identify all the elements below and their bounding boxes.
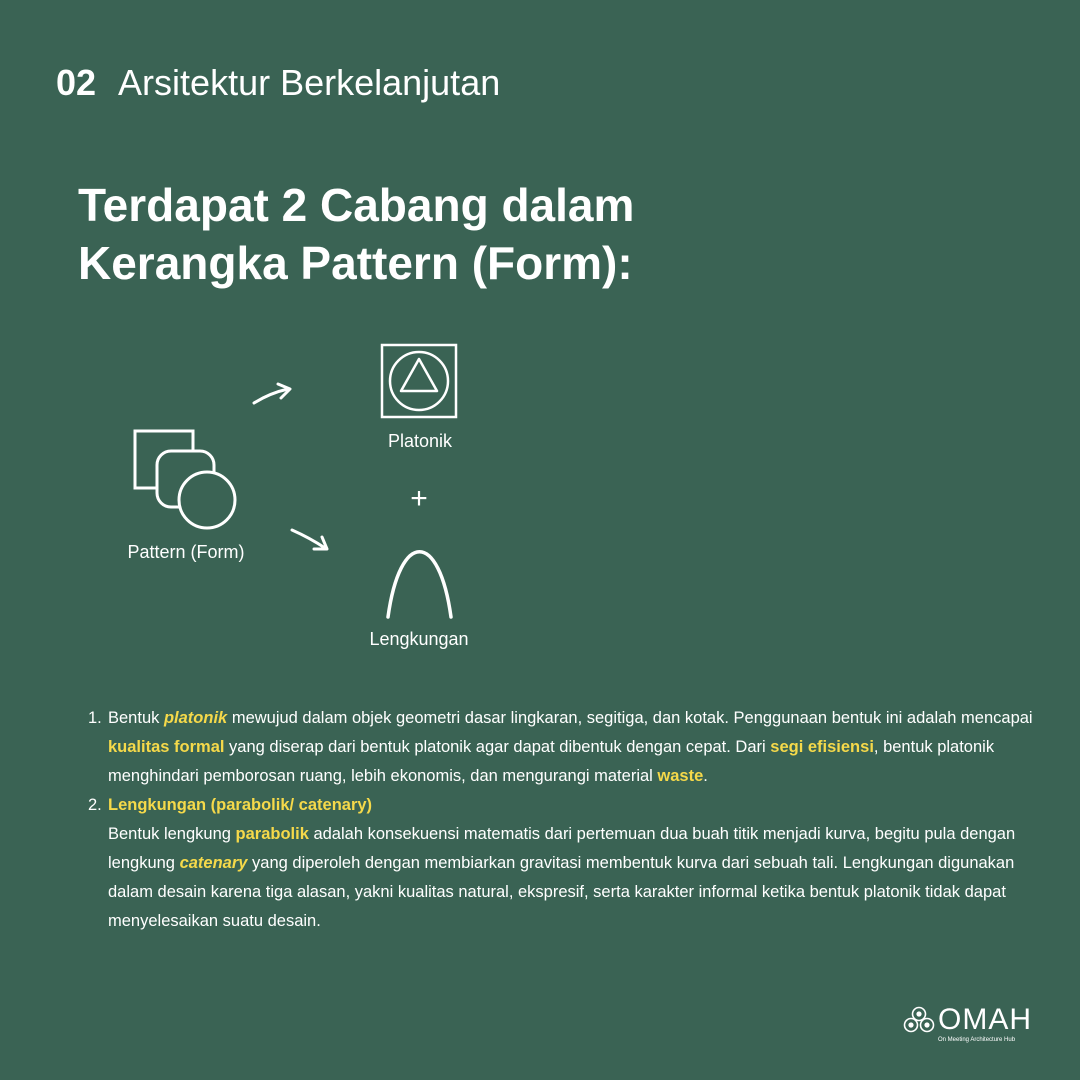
- pattern-form-icon: [135, 431, 235, 528]
- plus-sign: +: [410, 482, 428, 515]
- platonik-label: Platonik: [387, 431, 453, 451]
- page-title-line-2: Kerangka Pattern (Form):: [78, 237, 633, 289]
- section-number: 02: [56, 62, 97, 103]
- text-segment: , bentuk platonik menghindari pemborosan ruang, lebih ekonomis, dan mengurangi material: [108, 738, 995, 785]
- highlight-platonik: platonik: [163, 709, 228, 727]
- highlight-kualitas-formal: kualitas formal: [108, 738, 225, 756]
- text-segment: Bentuk lengkung: [108, 825, 236, 843]
- highlight-segi-efisiensi: segi efisiensi: [770, 738, 874, 756]
- list-number: 1.: [88, 709, 102, 727]
- list-item-lengkungan: [88, 791, 1038, 936]
- highlight-waste: waste: [657, 767, 704, 785]
- text-segment: mewujud dalam objek geometri dasar lingkaran, segitiga, dan kotak. Penggunaan bentuk ini adalah mencapai: [227, 709, 1033, 727]
- arrow-up-icon: [254, 384, 290, 403]
- explanation-list: [88, 704, 1038, 936]
- parabola-icon: [388, 552, 451, 617]
- page-title-line-1: Terdapat 2 Cabang dalam: [78, 179, 635, 231]
- text-segment: yang diperoleh dengan membiarkan gravitasi membentuk kurva dari sebuah tali. Lengkungan digunakan dalam desain karena tiga alasan, yakni kualitas natural, ekspresif, serta karakter informal ketika bentuk platonik tidak dapat menyelesaikan suatu desain.: [108, 854, 1015, 930]
- text-segment: Bentuk: [108, 709, 164, 727]
- page-title: [78, 176, 878, 292]
- lengkungan-label: Lengkungan: [369, 629, 469, 649]
- arrow-down-icon: [292, 530, 327, 549]
- list-number: 2.: [88, 796, 102, 814]
- header: [56, 62, 500, 104]
- pattern-form-label: Pattern (Form): [127, 542, 245, 562]
- section-title: Arsitektur Berkelanjutan: [118, 62, 501, 103]
- omah-logo-wordmark: OMAH: [938, 1003, 1032, 1036]
- omah-logo-subtitle: On Meeting Architecture Hub: [938, 1037, 1016, 1043]
- highlight-parabolik: parabolik: [235, 825, 309, 843]
- highlight-catenary: catenary: [179, 854, 248, 872]
- text-segment: adalah konsekuensi matematis dari pertemuan dua buah titik menjadi kurva, begitu pula dengan lengkung: [108, 825, 1016, 872]
- omah-logo: [902, 1003, 1032, 1049]
- list-item-heading: Lengkungan (parabolik/ catenary): [108, 796, 373, 814]
- text-segment: .: [703, 767, 708, 785]
- list-item-platonik: [88, 704, 1038, 791]
- omah-logo-icon: [902, 1005, 936, 1035]
- platonik-icon: [382, 345, 456, 417]
- text-segment: yang diserap dari bentuk platonik agar dapat dibentuk dengan cepat. Dari: [224, 738, 771, 756]
